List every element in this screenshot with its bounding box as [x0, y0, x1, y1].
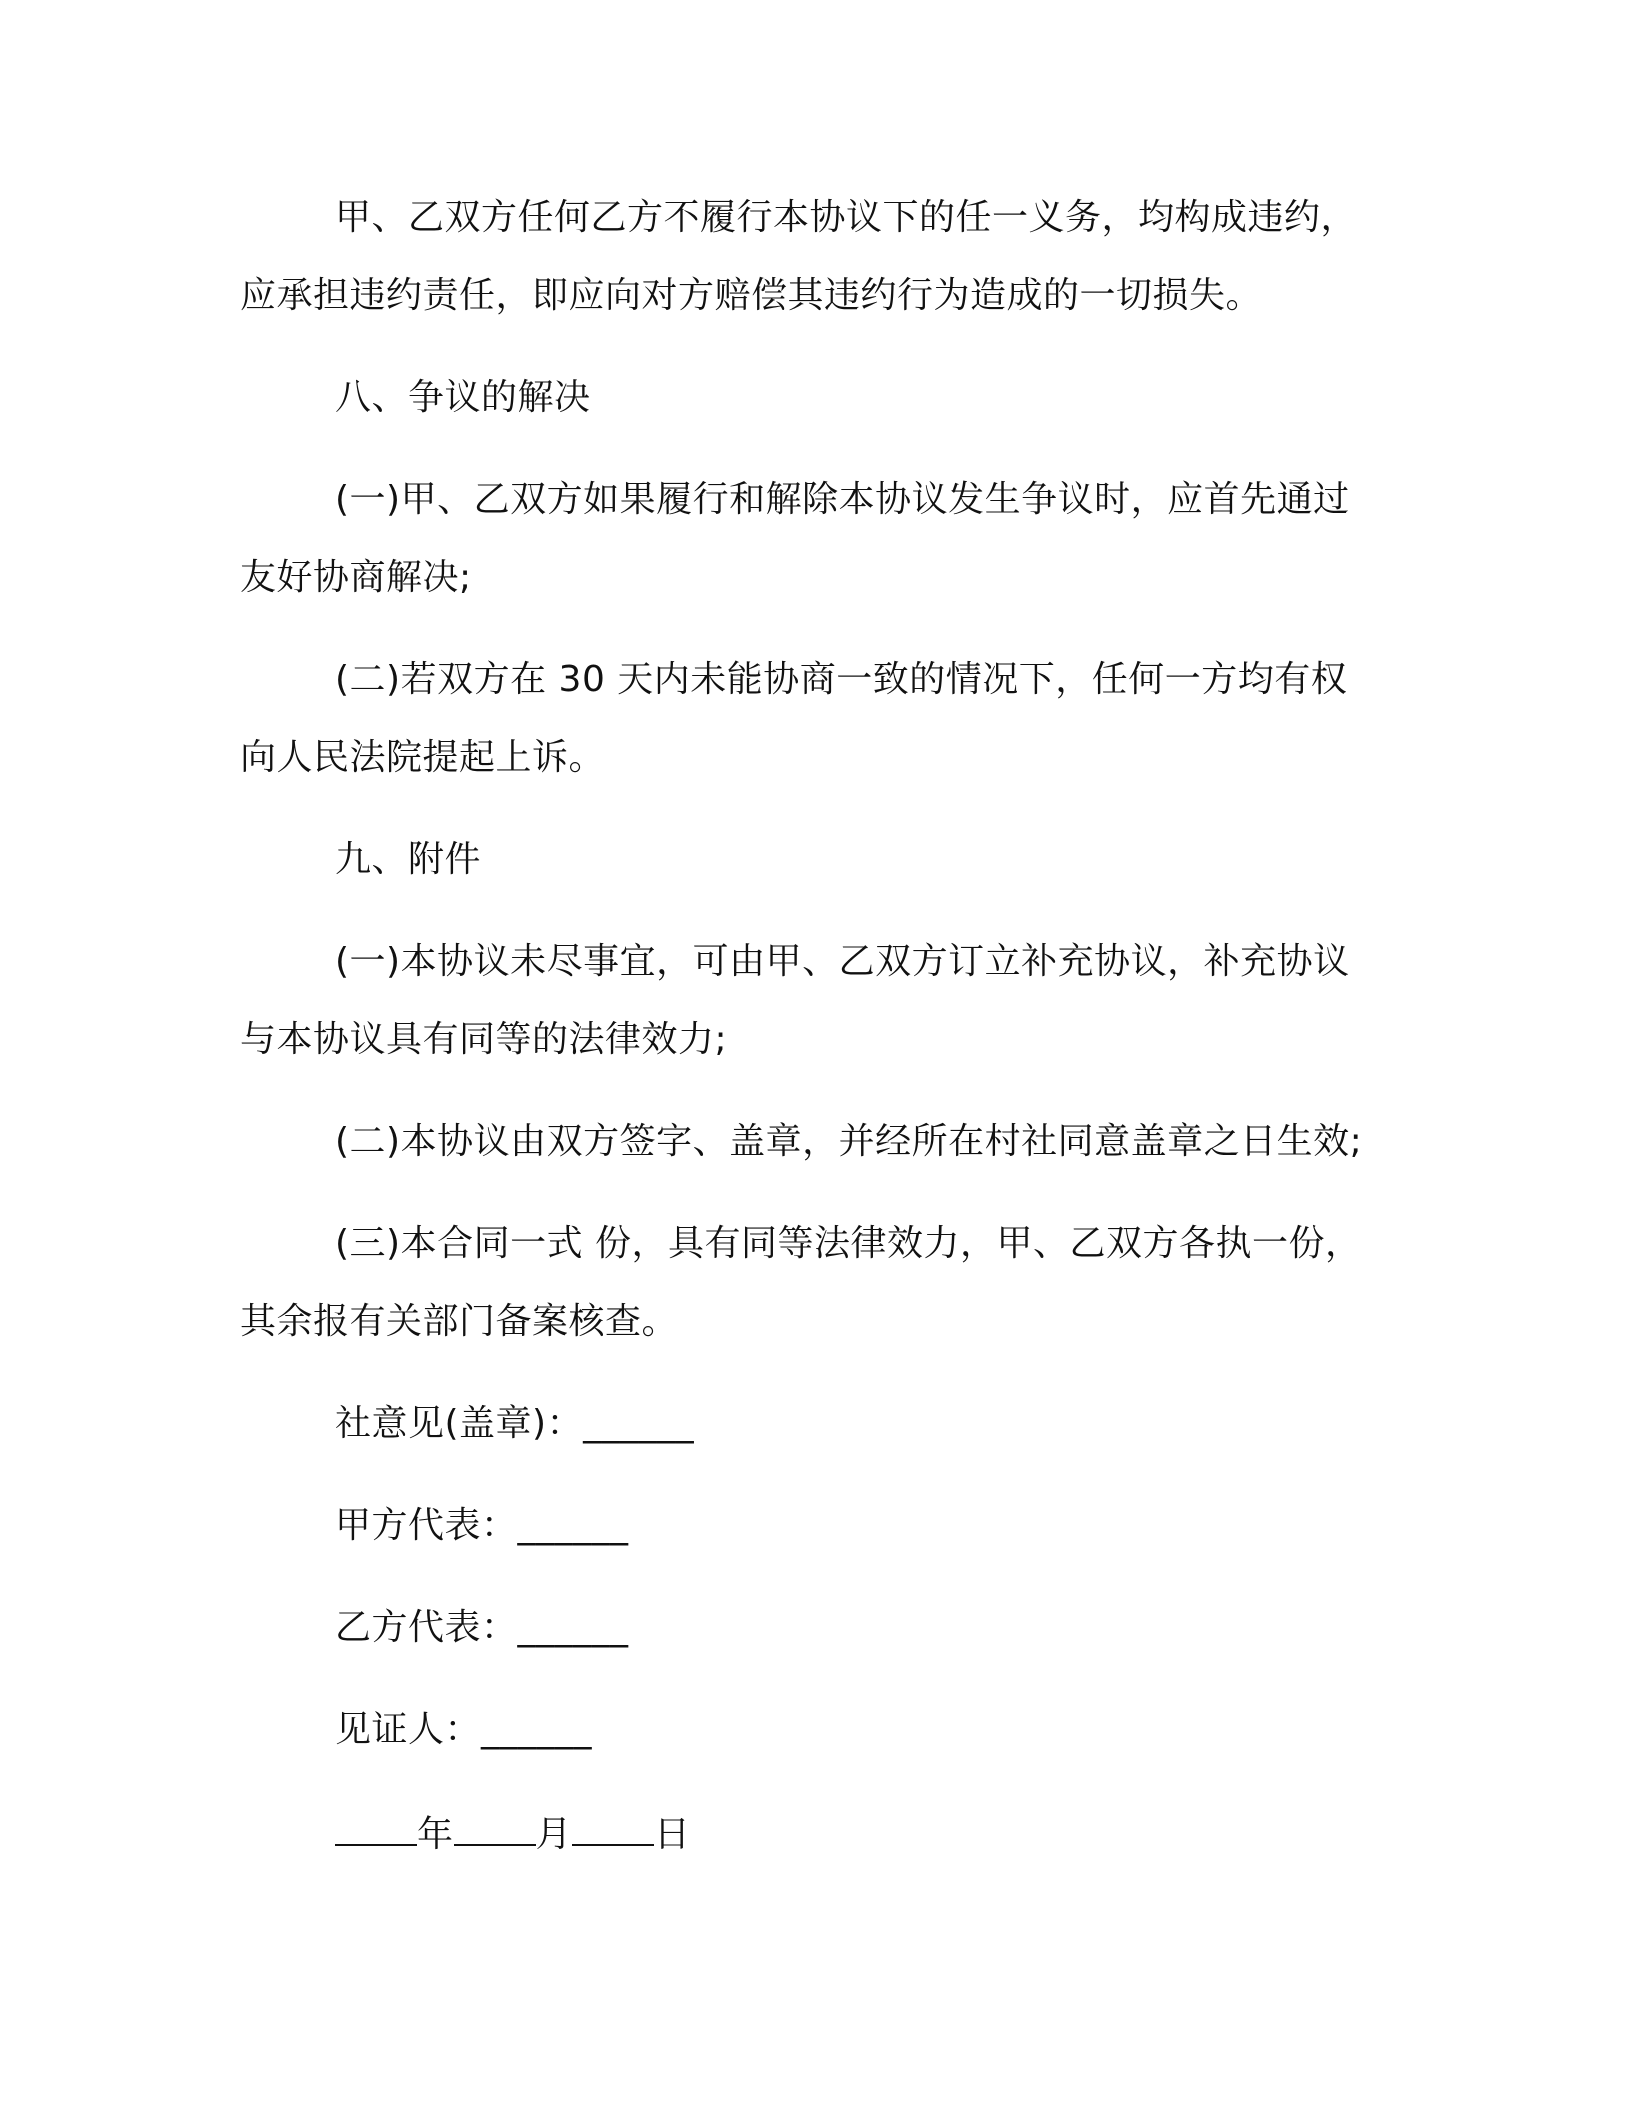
clause-8-2-line-1: (二)若双方在 30 天内未能协商一致的情况下，任何一方均有权 — [335, 659, 1348, 700]
clause-9-1-line-1: (一)本协议未尽事宜，可由甲、乙双方订立补充协议，补充协议 — [335, 941, 1350, 982]
section-9-heading: 九、附件 — [335, 839, 482, 880]
month-blank — [454, 1810, 536, 1846]
day-blank — [572, 1810, 654, 1846]
date-line — [335, 1810, 691, 1857]
clause-7-text-line-2: 应承担违约责任，即应向对方赔偿其违约行为造成的一切损失。 — [240, 275, 1263, 316]
signature-jiafang: 甲方代表：______ — [335, 1505, 629, 1546]
year-label: 年 — [417, 1814, 454, 1855]
clause-9-3-line-1: (三)本合同一式 份，具有同等法律效力，甲、乙双方各执一份， — [335, 1223, 1362, 1264]
signature-jianzheng: 见证人：______ — [335, 1709, 593, 1750]
clause-9-1-line-2: 与本协议具有同等的法律效力; — [240, 1019, 728, 1060]
signature-she-yijian: 社意见(盖章)：______ — [335, 1403, 695, 1444]
year-blank — [335, 1810, 417, 1846]
signature-yifang: 乙方代表：______ — [335, 1607, 629, 1648]
clause-8-1-line-1: (一)甲、乙双方如果履行和解除本协议发生争议时，应首先通过 — [335, 479, 1350, 520]
month-label: 月 — [535, 1814, 573, 1855]
section-8-heading: 八、争议的解决 — [335, 377, 591, 418]
clause-8-1-line-2: 友好协商解决; — [240, 557, 472, 598]
clause-9-2-line-1: (二)本协议由双方签字、盖章，并经所在村社同意盖章之日生效; — [335, 1121, 1363, 1162]
clause-9-3-line-2: 其余报有关部门备案核查。 — [240, 1301, 679, 1342]
clause-8-2-line-2: 向人民法院提起上诉。 — [240, 737, 606, 778]
day-label: 日 — [654, 1814, 691, 1855]
clause-7-text-line-1: 甲、乙双方任何乙方不履行本协议下的任一义务，均构成违约， — [335, 197, 1358, 238]
